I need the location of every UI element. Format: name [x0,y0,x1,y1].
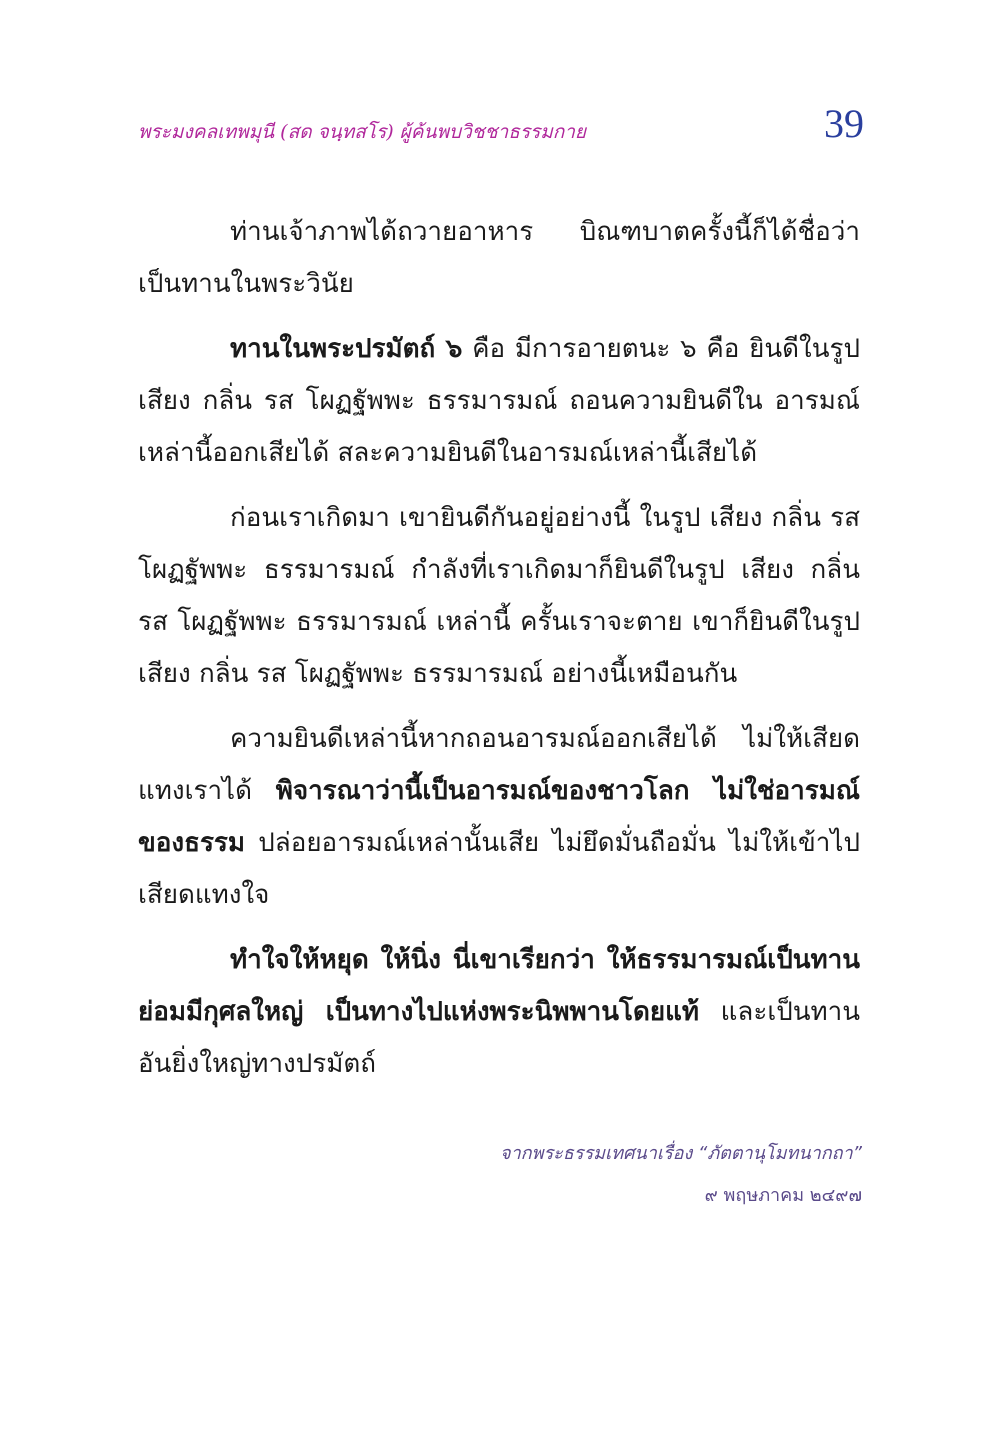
body-text [138,206,860,1103]
paragraph-4 [138,713,860,921]
paragraph-3 [138,492,860,700]
paragraph-2-heading: ทานในพระปรมัตถ์ ๖ [230,334,463,364]
paragraph-4-emphasis: พิจารณาว่านี้เป็นอารมณ์ของชาวโลก ไม่ใช่อารมณ์ของธรรม [138,776,860,858]
paragraph-5-emphasis: ทำใจให้หยุด ให้นิ่ง นี่เขาเรียกว่า ให้ธรรมารมณ์เป็นทาน ย่อมมีกุศลใหญ่ เป็นทางไปแห่งพระนิพพานโดยแท้ [138,945,860,1027]
paragraph-1-text: ท่านเจ้าภาพได้ถวายอาหาร บิณฑบาตครั้งนี้ก็ได้ชื่อว่า เป็นทานในพระวินัย [138,217,860,299]
paragraph-2 [138,323,860,479]
paragraph-3-text: ก่อนเราเกิดมา เขายินดีกันอยู่อย่างนี้ ในรูป เสียง กลิ่น รส โผฏฐัพพะ ธรรมารมณ์ กำลังที่เราเกิดมาก็ยินดีในรูป เสียง กลิ่น รส โผฏฐัพพะ ธรรมารมณ์ เหล่านี้ ครั้นเราจะตาย เขาก็ยินดีในรูป เสียง กลิ่น รส โผฏฐัพพะ ธรรมารมณ์ อย่างนี้เหมือนกัน [138,503,860,689]
source-date: ๙ พฤษภาคม ๒๔๙๗ [704,1185,862,1206]
page-header [138,100,864,160]
paragraph-4-text-b: ปล่อยอารมณ์เหล่านั้นเสีย ไม่ยึดมั่นถือมั่น ไม่ให้เข้าไปเสียดแทงใจ [138,828,860,910]
running-title: พระมงคลเทพมุนี (สด จนฺทสโร) ผู้ค้นพบวิชชาธรรมกาย [138,121,587,143]
paragraph-1 [138,206,860,310]
page-number: 39 [824,101,864,146]
paragraph-2-text: คือ มีการอายตนะ ๖ คือ ยินดีในรูป เสียง กลิ่น รส โผฏฐัพพะ ธรรมารมณ์ ถอนความยินดีใน อารมณ์เหล่านี้ออกเสียได้ สละความยินดีในอารมณ์เหล่านี้เสียได้ [138,334,860,468]
source-citation [500,1133,862,1217]
paragraph-5 [138,934,860,1090]
paragraph-4-text-a: ความยินดีเหล่านี้หากถอนอารมณ์ออกเสียได้ ไม่ให้เสียดแทงเราได้ [138,724,860,806]
paragraph-5-text: และเป็นทานอันยิ่งใหญ่ทางปรมัตถ์ [138,997,860,1079]
source-title: จากพระธรรมเทศนาเรื่อง “ภัตตานุโมทนากถา” [500,1143,862,1164]
